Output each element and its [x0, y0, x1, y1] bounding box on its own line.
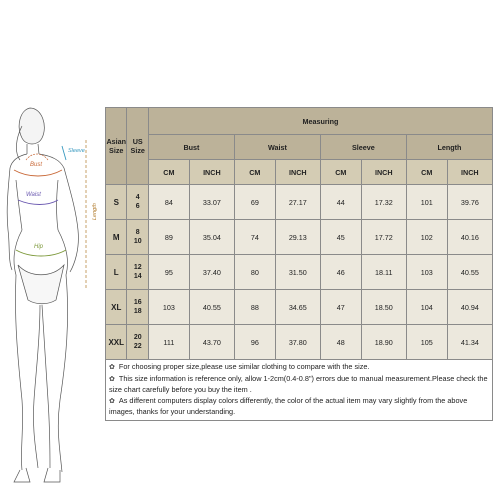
length-inch-cell: 40.94: [447, 290, 492, 325]
us-size-value: 22: [133, 343, 142, 350]
bust-cm-cell: 95: [148, 255, 189, 290]
bust-cm-cell: 84: [148, 185, 189, 220]
waist-measure-line: [18, 200, 58, 205]
note-text: This size information is reference only, allow 1-2cm(0.4-0.8") errors due to manual measurement.Please check the size chart carefully before you buy the item .: [109, 373, 488, 394]
hip-label: Hip: [34, 244, 44, 250]
waist-cm-cell: 74: [234, 220, 275, 255]
length-cm-header: CM: [406, 160, 447, 185]
us-size-value: 8: [135, 229, 140, 236]
note-text: For choosing proper size,please use similar clothing to compare with the size.: [118, 362, 370, 371]
us-size-cell: [127, 255, 148, 290]
star-icon: ✿: [109, 397, 115, 405]
asian-size-cell: M: [106, 220, 127, 255]
bust-inch-cell: 37.40: [189, 255, 234, 290]
waist-inch-cell: 31.50: [275, 255, 320, 290]
model-figure-illustration: [0, 100, 104, 484]
star-icon: ✿: [109, 364, 115, 371]
length-label: Length: [92, 203, 98, 220]
notes-section: [106, 360, 493, 421]
us-size-cell: [127, 325, 148, 360]
bust-group-header: Bust: [148, 135, 234, 160]
sleeve-group-header: Sleeve: [320, 135, 406, 160]
table-row: [106, 255, 493, 290]
us-size-cell: [127, 290, 148, 325]
us-size-cell: [127, 220, 148, 255]
us-size-value: 18: [133, 308, 142, 315]
bust-cm-cell: 111: [148, 325, 189, 360]
waist-inch-cell: 34.65: [275, 290, 320, 325]
sleeve-inch-cell: 18.90: [361, 325, 406, 360]
bust-label: Bust: [30, 162, 43, 168]
bust-inch-cell: 43.70: [189, 325, 234, 360]
bust-cm-cell: 103: [148, 290, 189, 325]
table-row: [106, 290, 493, 325]
waist-cm-cell: 69: [234, 185, 275, 220]
sleeve-cm-cell: 48: [320, 325, 361, 360]
sleeve-measure-line: [62, 146, 66, 160]
note-item: [109, 362, 489, 374]
length-inch-cell: 40.16: [447, 220, 492, 255]
us-size-value: 10: [133, 238, 142, 245]
note-item: [109, 374, 489, 396]
bust-inch-cell: 33.07: [189, 185, 234, 220]
waist-inch-header: INCH: [275, 160, 320, 185]
bust-cm-header: CM: [148, 160, 189, 185]
length-group-header: Length: [406, 135, 492, 160]
waist-cm-cell: 88: [234, 290, 275, 325]
us-size-value: 16: [133, 299, 142, 306]
waist-cm-header: CM: [234, 160, 275, 185]
sleeve-cm-header: CM: [320, 160, 361, 185]
waist-cm-cell: 80: [234, 255, 275, 290]
bust-inch-header: INCH: [189, 160, 234, 185]
sleeve-inch-cell: 18.11: [361, 255, 406, 290]
bust-inch-cell: 40.55: [189, 290, 234, 325]
table-row: [106, 325, 493, 360]
bust-cm-cell: 89: [148, 220, 189, 255]
sleeve-inch-cell: 17.32: [361, 185, 406, 220]
waist-inch-cell: 37.80: [275, 325, 320, 360]
bust-inch-cell: 35.04: [189, 220, 234, 255]
waist-label: Waist: [26, 192, 41, 198]
measuring-header: Measuring: [148, 108, 492, 135]
sleeve-label: Sleeve: [68, 148, 85, 154]
note-text: As different computers display colors differently, the color of the actual item may vary slightly from the above images, thanks for your understanding.: [109, 395, 468, 416]
asian-size-cell: XXL: [106, 325, 127, 360]
sleeve-inch-cell: 18.50: [361, 290, 406, 325]
asian-size-cell: XL: [106, 290, 127, 325]
waist-group-header: Waist: [234, 135, 320, 160]
asian-size-cell: S: [106, 185, 127, 220]
star-icon: ✿: [109, 375, 115, 383]
waist-inch-cell: 27.17: [275, 185, 320, 220]
sleeve-inch-header: INCH: [361, 160, 406, 185]
us-size-value: 6: [135, 203, 140, 210]
table-row: [106, 220, 493, 255]
us-size-value: 4: [135, 194, 140, 201]
us-size-value: 14: [133, 273, 142, 280]
waist-inch-cell: 29.13: [275, 220, 320, 255]
us-size-cell: [127, 185, 148, 220]
size-chart-table: [105, 107, 493, 421]
length-cm-cell: 101: [406, 185, 447, 220]
asian-size-cell: L: [106, 255, 127, 290]
hip-measure-line: [16, 250, 66, 256]
sleeve-cm-cell: 45: [320, 220, 361, 255]
us-size-value: 20: [133, 334, 142, 341]
waist-cm-cell: 96: [234, 325, 275, 360]
sleeve-cm-cell: 47: [320, 290, 361, 325]
length-inch-header: INCH: [447, 160, 492, 185]
us-size-value: 12: [133, 264, 142, 271]
length-cm-cell: 104: [406, 290, 447, 325]
table-row: [106, 185, 493, 220]
sleeve-inch-cell: 17.72: [361, 220, 406, 255]
length-inch-cell: 39.76: [447, 185, 492, 220]
length-cm-cell: 103: [406, 255, 447, 290]
us-size-header: US Size: [127, 108, 148, 185]
sleeve-cm-cell: 46: [320, 255, 361, 290]
bust-measure-line: [14, 170, 62, 176]
length-cm-cell: 105: [406, 325, 447, 360]
note-item: [109, 396, 489, 418]
length-inch-cell: 40.55: [447, 255, 492, 290]
length-cm-cell: 102: [406, 220, 447, 255]
sleeve-cm-cell: 44: [320, 185, 361, 220]
length-inch-cell: 41.34: [447, 325, 492, 360]
asian-size-header: Asian Size: [106, 108, 127, 185]
